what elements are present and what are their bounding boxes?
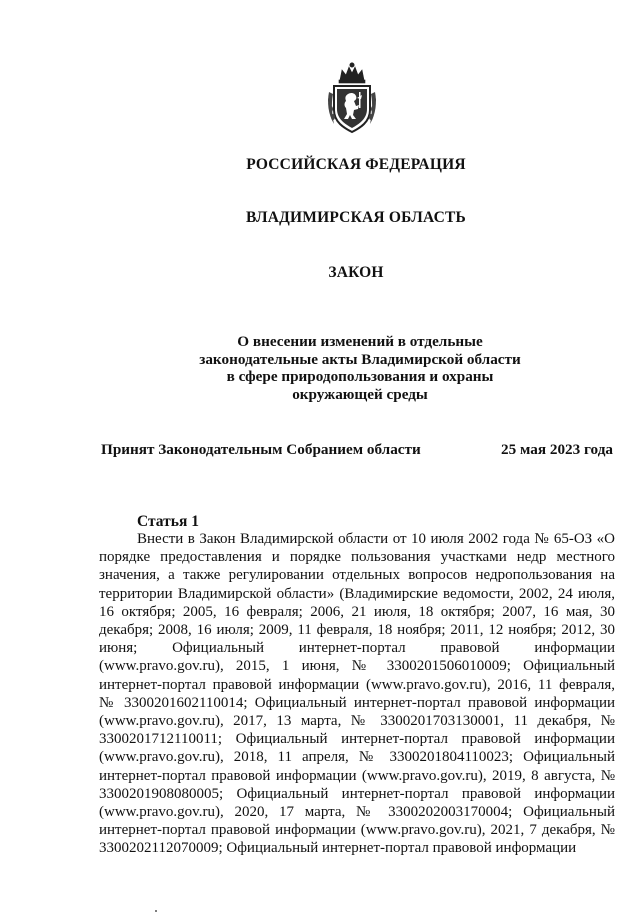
scan-speck [155, 910, 157, 912]
coat-of-arms-icon [326, 62, 378, 134]
adopted-by-text: Принят Законодательным Собранием области [101, 441, 421, 458]
region-heading: ВЛАДИМИРСКАЯ ОБЛАСТЬ [246, 209, 466, 226]
article-title: Статья 1 [137, 513, 199, 530]
document-type-heading: ЗАКОН [328, 264, 384, 281]
law-title-line: окружающей среды [292, 385, 428, 403]
law-title-line: законодательные акты Владимирской области [199, 350, 521, 368]
law-title [150, 333, 570, 403]
adoption-date: 25 мая 2023 года [501, 441, 613, 458]
law-title-line: в сфере природопользования и охраны [226, 368, 494, 385]
article-body: Внести в Закон Владимирской области от 10 июля 2002 года № 65-ОЗ «О порядке предоставления и порядке пользования участками недр местного значения, а также регулировании отдельных вопросов недропользования на территории Владимирской области» (Владимирские ведомости, 2002, 24 июля, 16 октября; 2005, 16 февраля; 2006, 21 июля, 18 октября; 2007, 16 мая, 30 декабря; 2008, 16 июля; 2009, 11 февраля, 18 ноября; 2011, 12 ноября; 2012, 30 июня; Официальный интернет-портал правовой информации (www.pravo.gov.ru), 2015, 1 июня, № 3300201506010009; Официальный интернет-портал правовой информации (www.pravo.gov.ru), 2016, 11 февраля, № 3300201602110014; Официальный интернет-портал правовой информации (www.pravo.gov.ru), 2017, 13 марта, № 3300201703130001, 11 декабря, № 3300201712110011; Официальный интернет-портал правовой информации (www.pravo.gov.ru), 2018, 11 апреля, № 3300201804110023; Официальный интернет-портал правовой информации (www.pravo.gov.ru), 2019, 8 августа, № 3300201908080005; Официальный интернет-портал правовой информации (www.pravo.gov.ru), 2020, 17 марта, № 3300202003170004; Официальный интернет-портал правовой информации (www.pravo.gov.ru), 2021, 7 декабря, № 3300202112070009; Официальный интернет-портал правовой информации [99, 531, 615, 857]
law-title-line: О внесении изменений в отдельные [237, 333, 483, 350]
country-heading: РОССИЙСКАЯ ФЕДЕРАЦИЯ [246, 156, 466, 173]
